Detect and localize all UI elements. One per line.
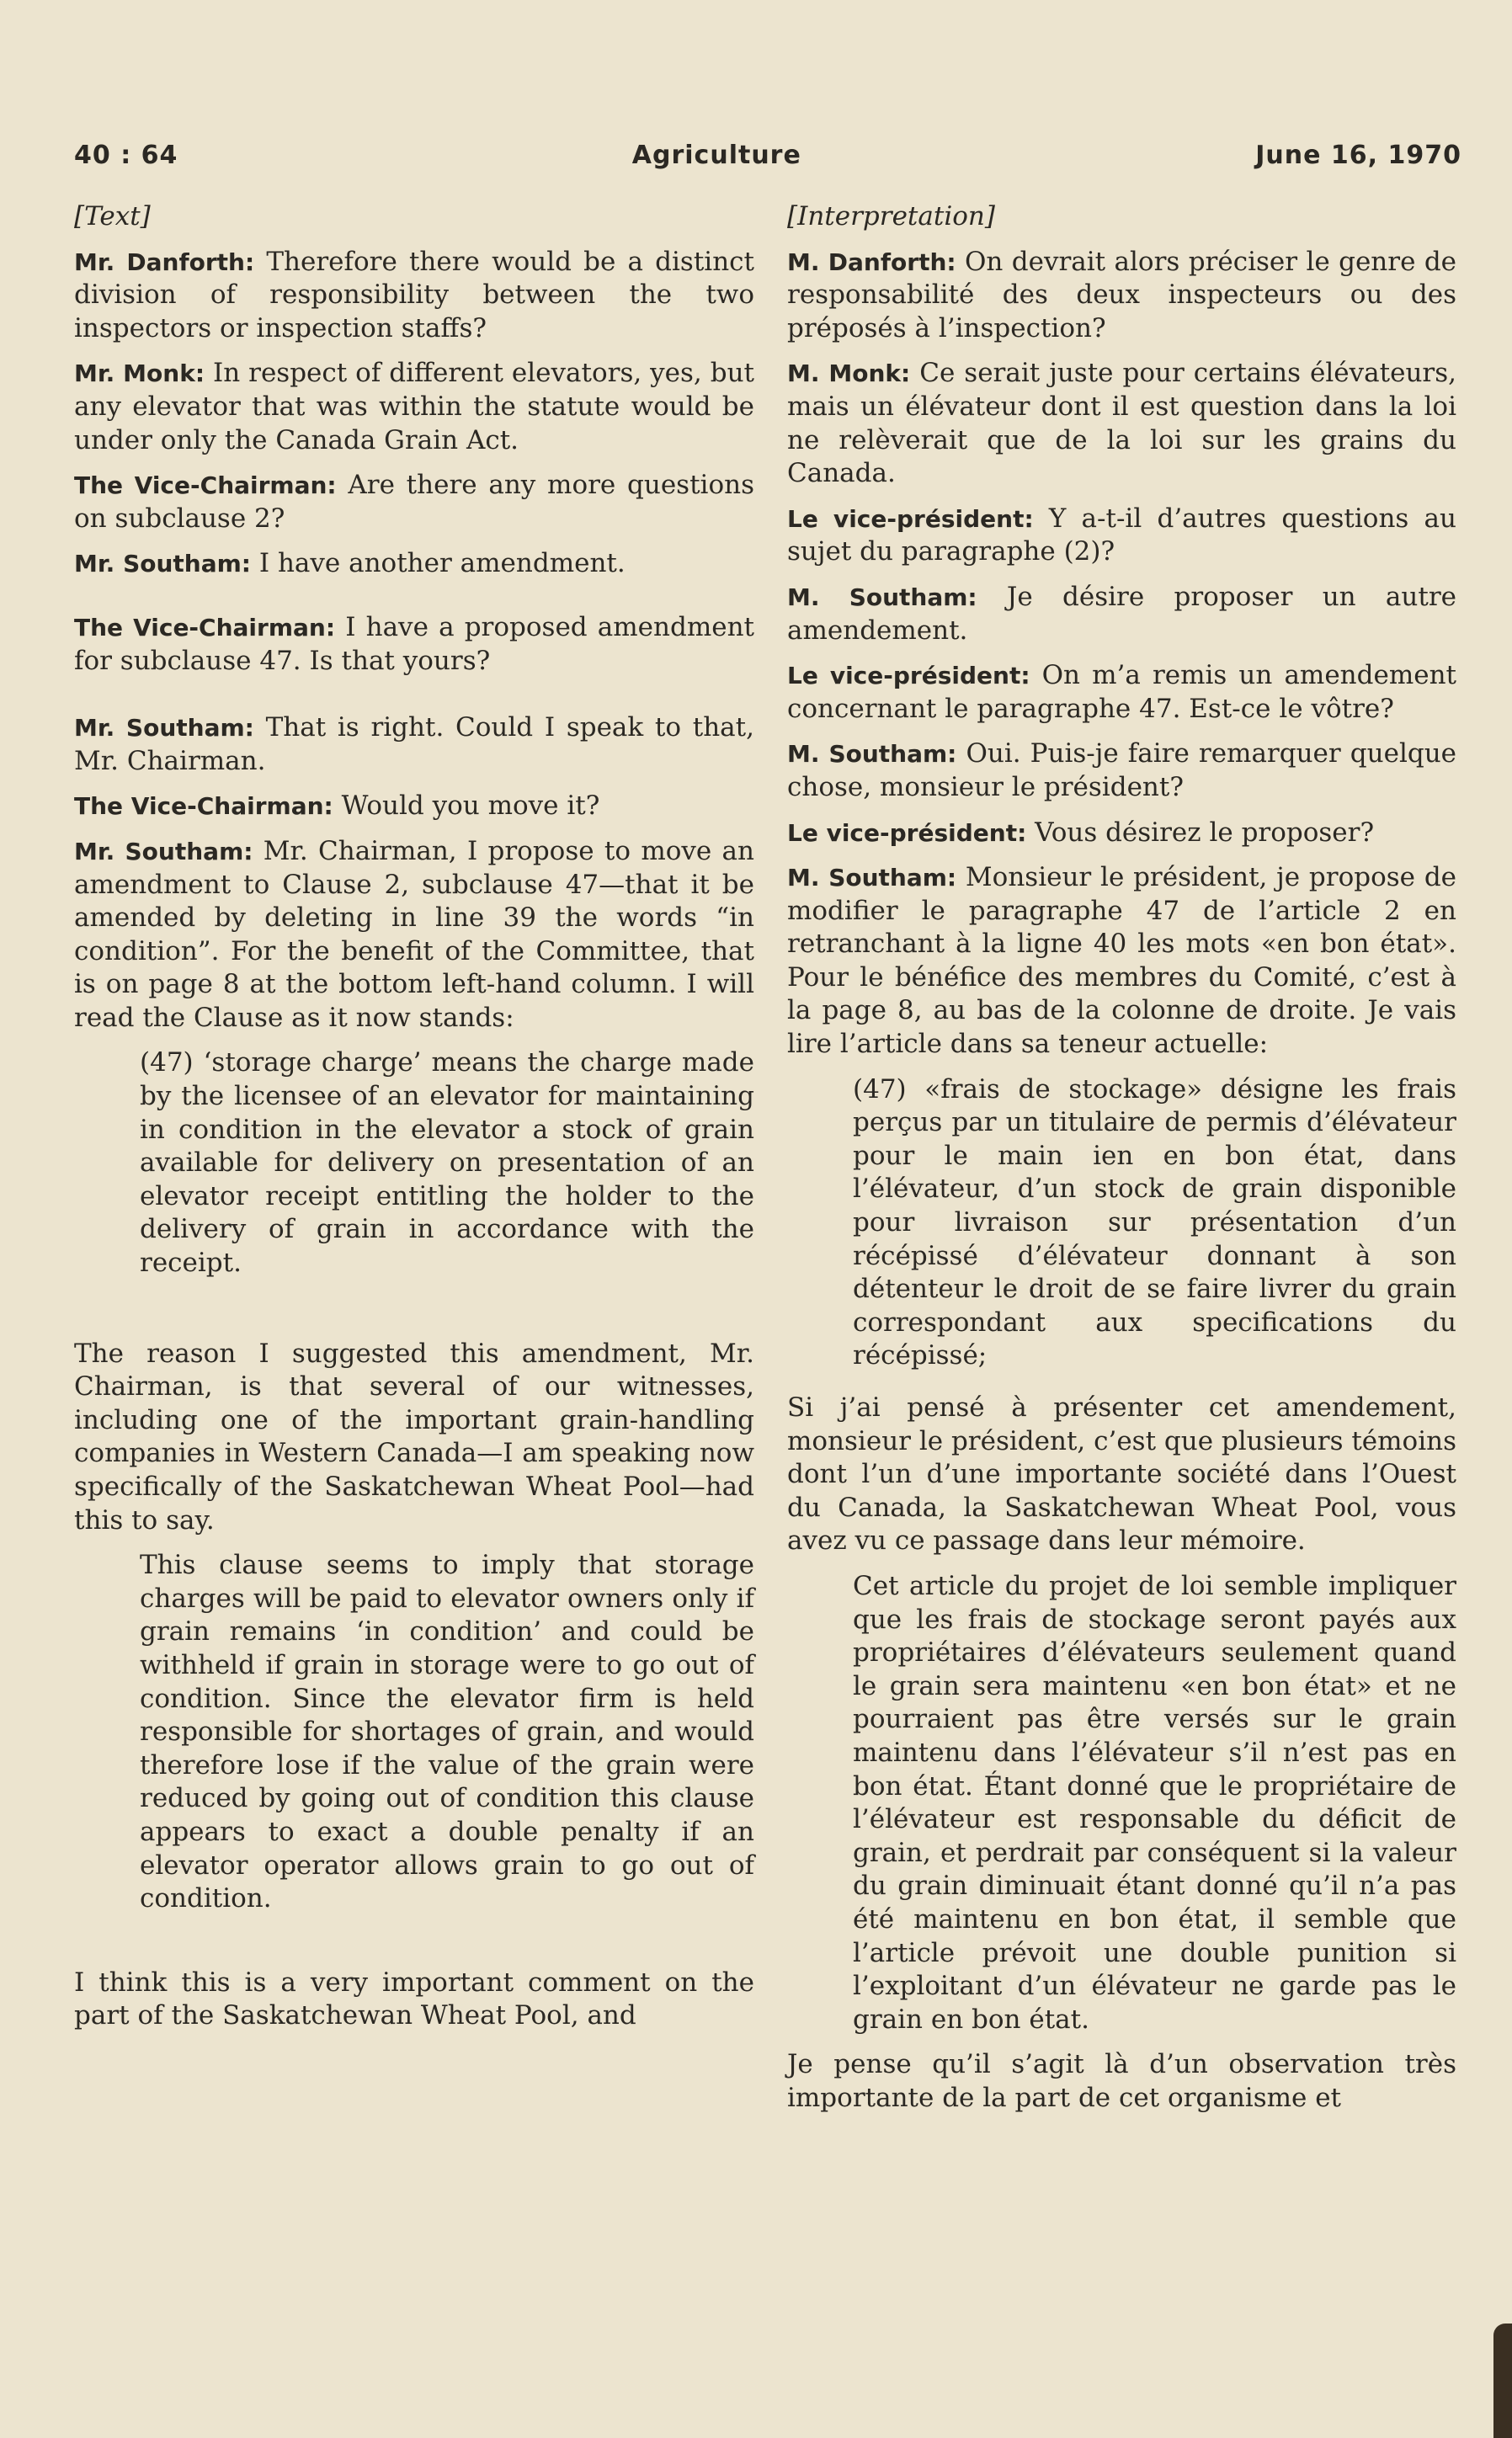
paragraph — [74, 357, 754, 457]
speech-text: Mr. Chairman, I propose to move an amendment to Clause 2, subclause 47—that it be amended by deleting in line 39 the words “in condition”. For the benefit of the Committee, that is on page 8 at the bottom left-hand column. I will read the Clause as it now stands: — [74, 835, 754, 1033]
paragraph: The reason I suggested this amendment, Mr. Chairman, is that several of our witnesses, including one of the important grain-handling companies in Western Canada—I am speaking now specifically of the Saskatchewan Wheat Pool—had this to say. — [74, 1338, 754, 1536]
page-date: June 16, 1970 — [1255, 140, 1461, 170]
speech-text: On devrait alors préciser le genre de responsabilité des deux inspecteurs ou des préposés à l’inspection? — [787, 246, 1457, 343]
speech-text: Ce serait juste pour certains élévateurs, mais un élévateur dont il est question dans la loi ne relèverait que de la loi sur les grains du Canada. — [787, 358, 1456, 489]
speaker-name: Mr. Southam: — [74, 550, 251, 578]
text-label: [Text] — [74, 201, 151, 232]
paragraph: Je pense qu’il s’agit là d’un observation très importante de la part de cet organisme et — [787, 2049, 1456, 2113]
speech-text: On m’a remis un amendement concernant le paragraphe 47. Est-ce le vôtre? — [787, 660, 1456, 724]
paragraph — [787, 246, 1456, 346]
speech-text: I have a proposed amendment for subclause 47. Is that yours? — [74, 611, 754, 676]
speaker-name: The Vice-Chairman: — [74, 471, 337, 500]
speaker-name: Mr. Southam: — [74, 837, 253, 865]
speaker-name: M. Danforth: — [787, 248, 956, 276]
speech-text: Are there any more questions on subclause 2? — [74, 470, 754, 534]
speech-text: In respect of different elevators, yes, but any elevator that was within the statute would be under only the Canada Grain Act. — [74, 358, 754, 455]
speaker-name: Mr. Southam: — [74, 714, 254, 743]
speech-text: Therefore there would be a distinct division of responsibility between the two inspectors or inspection staffs? — [74, 246, 754, 343]
paragraph — [787, 817, 1456, 850]
speaker-name: The Vice-Chairman: — [74, 613, 336, 641]
speaker-name: Mr. Danforth: — [74, 248, 255, 276]
page-number: 40 : 64 — [74, 140, 178, 170]
paragraph — [787, 737, 1456, 804]
speech-text: Oui. Puis-je faire remarquer quelque chose, monsieur le président? — [787, 738, 1457, 802]
speech-text: Y a-t-il d’autres questions au sujet du paragraphe (2)? — [787, 503, 1456, 567]
page-header — [74, 135, 1461, 175]
speaker-name: Le vice-président: — [787, 818, 1027, 847]
paragraph — [787, 659, 1456, 726]
page-edge-shadow — [1493, 2324, 1512, 2438]
speech-text: I have another amendment. — [251, 548, 626, 579]
paragraph — [74, 790, 754, 823]
block-quote: Cet article du projet de loi semble impliquer que les frais de stockage seront payés aux propriétaires d’élévateurs seulement quand le grain sera maintenu «en bon état» et ne pourraient pas être versés sur le grain maintenu dans l’élévateur s’il n’est pas en bon état. Étant donné que le propriétaire de l’élévateur est responsable du déficit de grain, et perdrait par conséquent si la valeur du grain diminuait étant donné qu’il n’a pas été maintenu en bon état, il semble que l’article prévoit une double punition si l’exploitant d’un élévateur ne garde pas le grain en bon état. — [853, 1570, 1456, 2035]
interpretation-label: [Interpretation] — [787, 201, 995, 232]
paragraph — [74, 835, 754, 1035]
paragraph — [74, 711, 754, 778]
speech-text: That is right. Could I speak to that, Mr. Chairman. — [74, 712, 754, 776]
speech-text: Would you move it? — [333, 790, 600, 822]
speaker-name: Le vice-président: — [787, 662, 1030, 690]
speaker-name: M. Southam: — [787, 740, 957, 769]
english-column — [74, 200, 754, 2045]
french-column — [787, 200, 1456, 2127]
paragraph — [74, 469, 754, 535]
paragraph: I think this is a very important comment on the part of the Saskatchewan Wheat Pool, and — [74, 1967, 754, 2031]
block-quote: (47) ‘storage charge’ means the charge made by the licensee of an elevator for maintaining in condition in the elevator a stock of grain available for delivery on presentation of an elevator receipt entitling the holder to the delivery of grain in accordance with the receipt. — [140, 1047, 754, 1279]
paragraph — [787, 357, 1456, 490]
speech-text: Vous désirez le proposer? — [1026, 817, 1375, 848]
block-quote: This clause seems to imply that storage charges will be paid to elevator owners only if grain remains ‘in condition’ and could be withheld if grain in storage were to go out of condition. Since the elevator firm is held responsible for shortages of grain, and would therefore lose if the value of the grain were reduced by going out of condition this clause appears to exact a double penalty if an elevator operator allows grain to go out of condition. — [140, 1550, 754, 1914]
speaker-name: The Vice-Chairman: — [74, 792, 333, 821]
paragraph — [787, 861, 1456, 1062]
page-title: Agriculture — [631, 140, 801, 170]
paragraph — [74, 246, 754, 346]
speaker-name: M. Southam: — [787, 864, 957, 892]
paragraph — [74, 547, 754, 581]
speaker-name: M. Southam: — [787, 583, 977, 611]
speech-text: Je désire proposer un autre amendement. — [787, 581, 1456, 646]
paragraph — [787, 581, 1456, 647]
speaker-name: Le vice-président: — [787, 504, 1034, 533]
speaker-name: M. Monk: — [787, 359, 911, 388]
paragraph: Si j’ai pensé à présenter cet amendement, monsieur le président, c’est que plusieurs témoins dont l’un d’une importante société dans l’Ouest du Canada, la Saskatchewan Wheat Pool, vous avez vu ce passage dans leur mémoire. — [787, 1392, 1456, 1557]
speech-text: Monsieur le président, je propose de modifier le paragraphe 47 de l’article 2 en retranchant à la ligne 40 les mots «en bon état». Pour le bénéfice des membres du Comité, c’est à la page 8, au bas de la colonne de droite. Je vais lire l’article dans sa teneur actuelle: — [787, 862, 1457, 1060]
speaker-name: Mr. Monk: — [74, 359, 205, 388]
block-quote: (47) «frais de stockage» désigne les frais perçus par un titulaire de permis d’élévateur pour le main ien en bon état, dans l’élévateur, d’un stock de grain disponible pour livraison sur présentation d’un récépissé d’élévateur donnant à son détenteur le droit de se faire livrer du grain correspondant aux specifications du récépissé; — [853, 1073, 1456, 1371]
paragraph — [74, 611, 754, 678]
paragraph — [787, 503, 1456, 569]
